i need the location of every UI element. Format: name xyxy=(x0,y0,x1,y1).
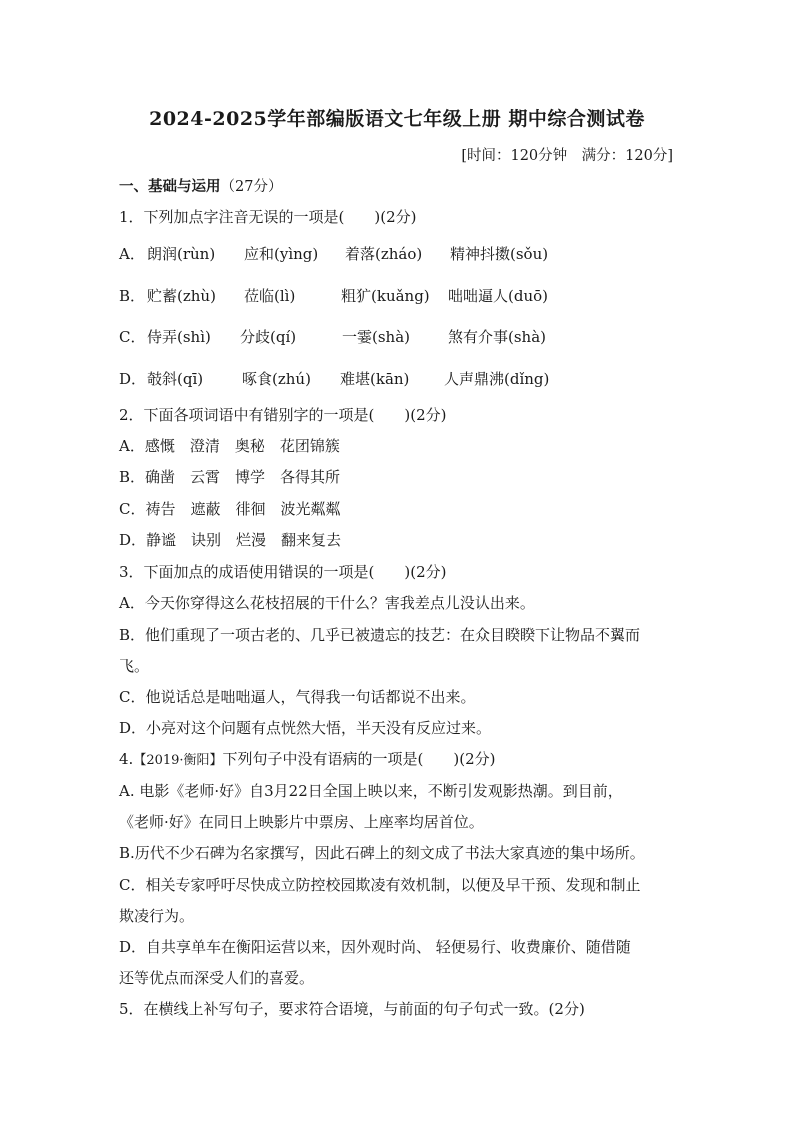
question-text: 下列句子中没有语病的一项是( )(2分) xyxy=(222,750,496,768)
option-word: 人声鼎沸(dǐng) xyxy=(444,370,550,388)
question-2-option-c: C．祷告 遮蔽 徘徊 波光粼粼 xyxy=(119,500,341,518)
option-word: 攲斜(qī) xyxy=(147,370,204,388)
question-4-option-c-cont: 欺凌行为。 xyxy=(119,907,195,925)
question-1-stem: 1．下列加点字注音无误的一项是( )(2分) xyxy=(119,208,417,226)
option-word: 难堪(kān) xyxy=(340,370,410,388)
question-5-stem: 5．在横线上补写句子，要求符合语境，与前面的句子句式一致。(2分) xyxy=(119,1000,585,1018)
question-number: 4. xyxy=(119,750,134,768)
option-word: 咄咄逼人(duō) xyxy=(448,287,548,305)
option-letter: B． xyxy=(119,287,146,305)
option-word: 应和(yìng) xyxy=(244,245,319,263)
question-2-option-d: D．静谧 诀别 烂漫 翻来复去 xyxy=(119,531,342,549)
section-label: 一、基础与运用 xyxy=(119,178,221,195)
option-word: 朗润(rùn) xyxy=(147,245,216,263)
option-letter: D． xyxy=(119,370,147,388)
option-word: 煞有介事(shà) xyxy=(448,328,547,346)
question-3-option-b-cont: 飞。 xyxy=(119,657,150,675)
question-2-stem: 2．下面各项词语中有错别字的一项是( )(2分) xyxy=(119,406,447,424)
option-word: 粗犷(kuǎng) xyxy=(341,287,430,305)
question-4-option-b: B.历代不少石碑为名家撰写，因此石碑上的刻文成了书法大家真迹的集中场所。 xyxy=(119,844,645,862)
option-word: 啄食(zhú) xyxy=(242,370,311,388)
option-word: 贮蓄(zhù) xyxy=(147,287,216,305)
question-4-stem xyxy=(119,748,496,769)
option-letter: C． xyxy=(119,328,146,346)
question-3-stem: 3．下面加点的成语使用错误的一项是( )(2分) xyxy=(119,563,447,581)
question-3-option-b: B．他们重现了一项古老的、几乎已被遗忘的技艺：在众目睽睽下让物品不翼而 xyxy=(119,626,641,644)
option-word: 一霎(shà) xyxy=(342,328,411,346)
question-4-option-d-cont: 还等优点而深受人们的喜爱。 xyxy=(119,969,315,987)
question-4-option-c: C．相关专家呼吁尽快成立防控校园欺凌有效机制，以便及早干预、发现和制止 xyxy=(119,876,641,894)
page-title: 2024-2025学年部编版语文七年级上册 期中综合测试卷 xyxy=(149,108,645,130)
question-4-option-a: A. 电影《老师·好》自3月22日全国上映以来，不断引发观影热潮。到目前， xyxy=(119,782,623,800)
time-score-info: [时间：120分钟 满分：120分] xyxy=(461,148,673,164)
option-word: 莅临(lì) xyxy=(244,287,296,305)
section-heading xyxy=(119,175,282,196)
question-2-option-a: A．感慨 澄清 奥秘 花团锦簇 xyxy=(119,437,340,455)
question-3-option-d: D．小亮对这个问题有点恍然大悟，半天没有反应过来。 xyxy=(119,719,492,737)
question-4-option-d: D．自共享单车在衡阳运营以来，因外观时尚、 轻便易行、收费廉价、随借随 xyxy=(119,938,631,956)
question-2-option-b: B．确凿 云霄 博学 各得其所 xyxy=(119,468,341,486)
question-4-option-a-cont: 《老师·好》在同日上映影片中票房、上座率均居首位。 xyxy=(119,813,484,831)
question-3-option-c: C．他说话总是咄咄逼人，气得我一句话都说不出来。 xyxy=(119,688,476,706)
option-word: 精神抖擞(sǒu) xyxy=(450,245,549,263)
option-word: 着落(zháo) xyxy=(345,245,423,263)
section-score: （27分） xyxy=(220,179,283,195)
question-3-option-a: A．今天你穿得这么花枝招展的干什么？害我差点儿没认出来。 xyxy=(119,594,535,612)
option-word: 侍弄(shì) xyxy=(147,328,211,346)
option-letter: A． xyxy=(119,245,145,263)
option-word: 分歧(qí) xyxy=(240,328,297,346)
source-tag: 【2019·衡阳】 xyxy=(133,753,223,768)
